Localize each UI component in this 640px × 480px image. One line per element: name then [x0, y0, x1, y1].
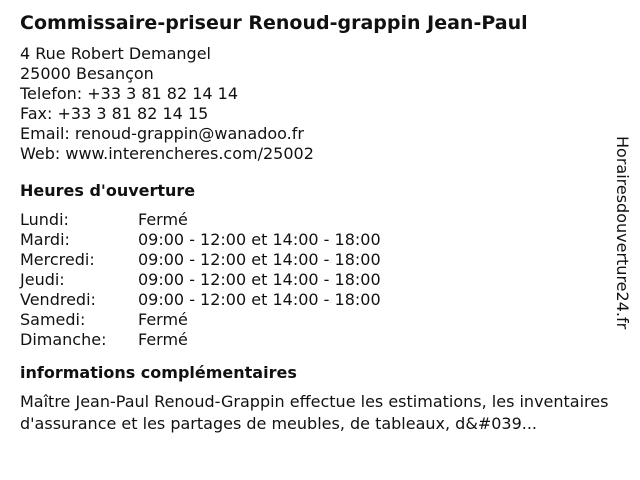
info-description: Maître Jean-Paul Renoud-Grappin effectue les estimations, les inventaires d'assurance et les partages de meubles, de tableaux, d&#039... [20, 392, 609, 433]
day-hours: Fermé [138, 210, 188, 229]
fax-number: Fax: +33 3 81 82 14 15 [20, 104, 209, 123]
day-label: Mercredi: [20, 250, 95, 269]
phone-number: Telefon: +33 3 81 82 14 14 [20, 84, 239, 103]
watermark-text: Horairesdouverture24.fr [613, 136, 632, 330]
day-label: Jeudi: [20, 270, 65, 289]
day-label: Dimanche: [20, 330, 107, 349]
day-label: Samedi: [20, 310, 86, 329]
address-city: 25000 Besançon [20, 64, 154, 83]
hours-row-sunday [20, 330, 620, 350]
hours-row-saturday [20, 310, 620, 330]
hours-row-monday [20, 210, 620, 230]
address-street: 4 Rue Robert Demangel [20, 44, 211, 63]
contact-block [20, 44, 620, 164]
day-hours: 09:00 - 12:00 et 14:00 - 18:00 [138, 290, 381, 309]
day-hours: 09:00 - 12:00 et 14:00 - 18:00 [138, 270, 381, 289]
day-hours: Fermé [138, 310, 188, 329]
info-heading: informations complémentaires [20, 363, 297, 382]
day-hours: Fermé [138, 330, 188, 349]
day-hours: 09:00 - 12:00 et 14:00 - 18:00 [138, 230, 381, 249]
hours-row-wednesday [20, 250, 620, 270]
hours-row-tuesday [20, 230, 620, 250]
day-label: Mardi: [20, 230, 70, 249]
hours-heading: Heures d'ouverture [20, 181, 196, 200]
hours-row-thursday [20, 270, 620, 290]
day-hours: 09:00 - 12:00 et 14:00 - 18:00 [138, 250, 381, 269]
hours-row-friday [20, 290, 620, 310]
email-address: Email: renoud-grappin@wanadoo.fr [20, 124, 304, 143]
day-label: Lundi: [20, 210, 69, 229]
day-label: Vendredi: [20, 290, 96, 309]
website: Web: www.interencheres.com/25002 [20, 144, 314, 163]
hours-table [20, 210, 620, 350]
business-name: Commissaire-priseur Renoud-grappin Jean-Paul [20, 12, 528, 34]
